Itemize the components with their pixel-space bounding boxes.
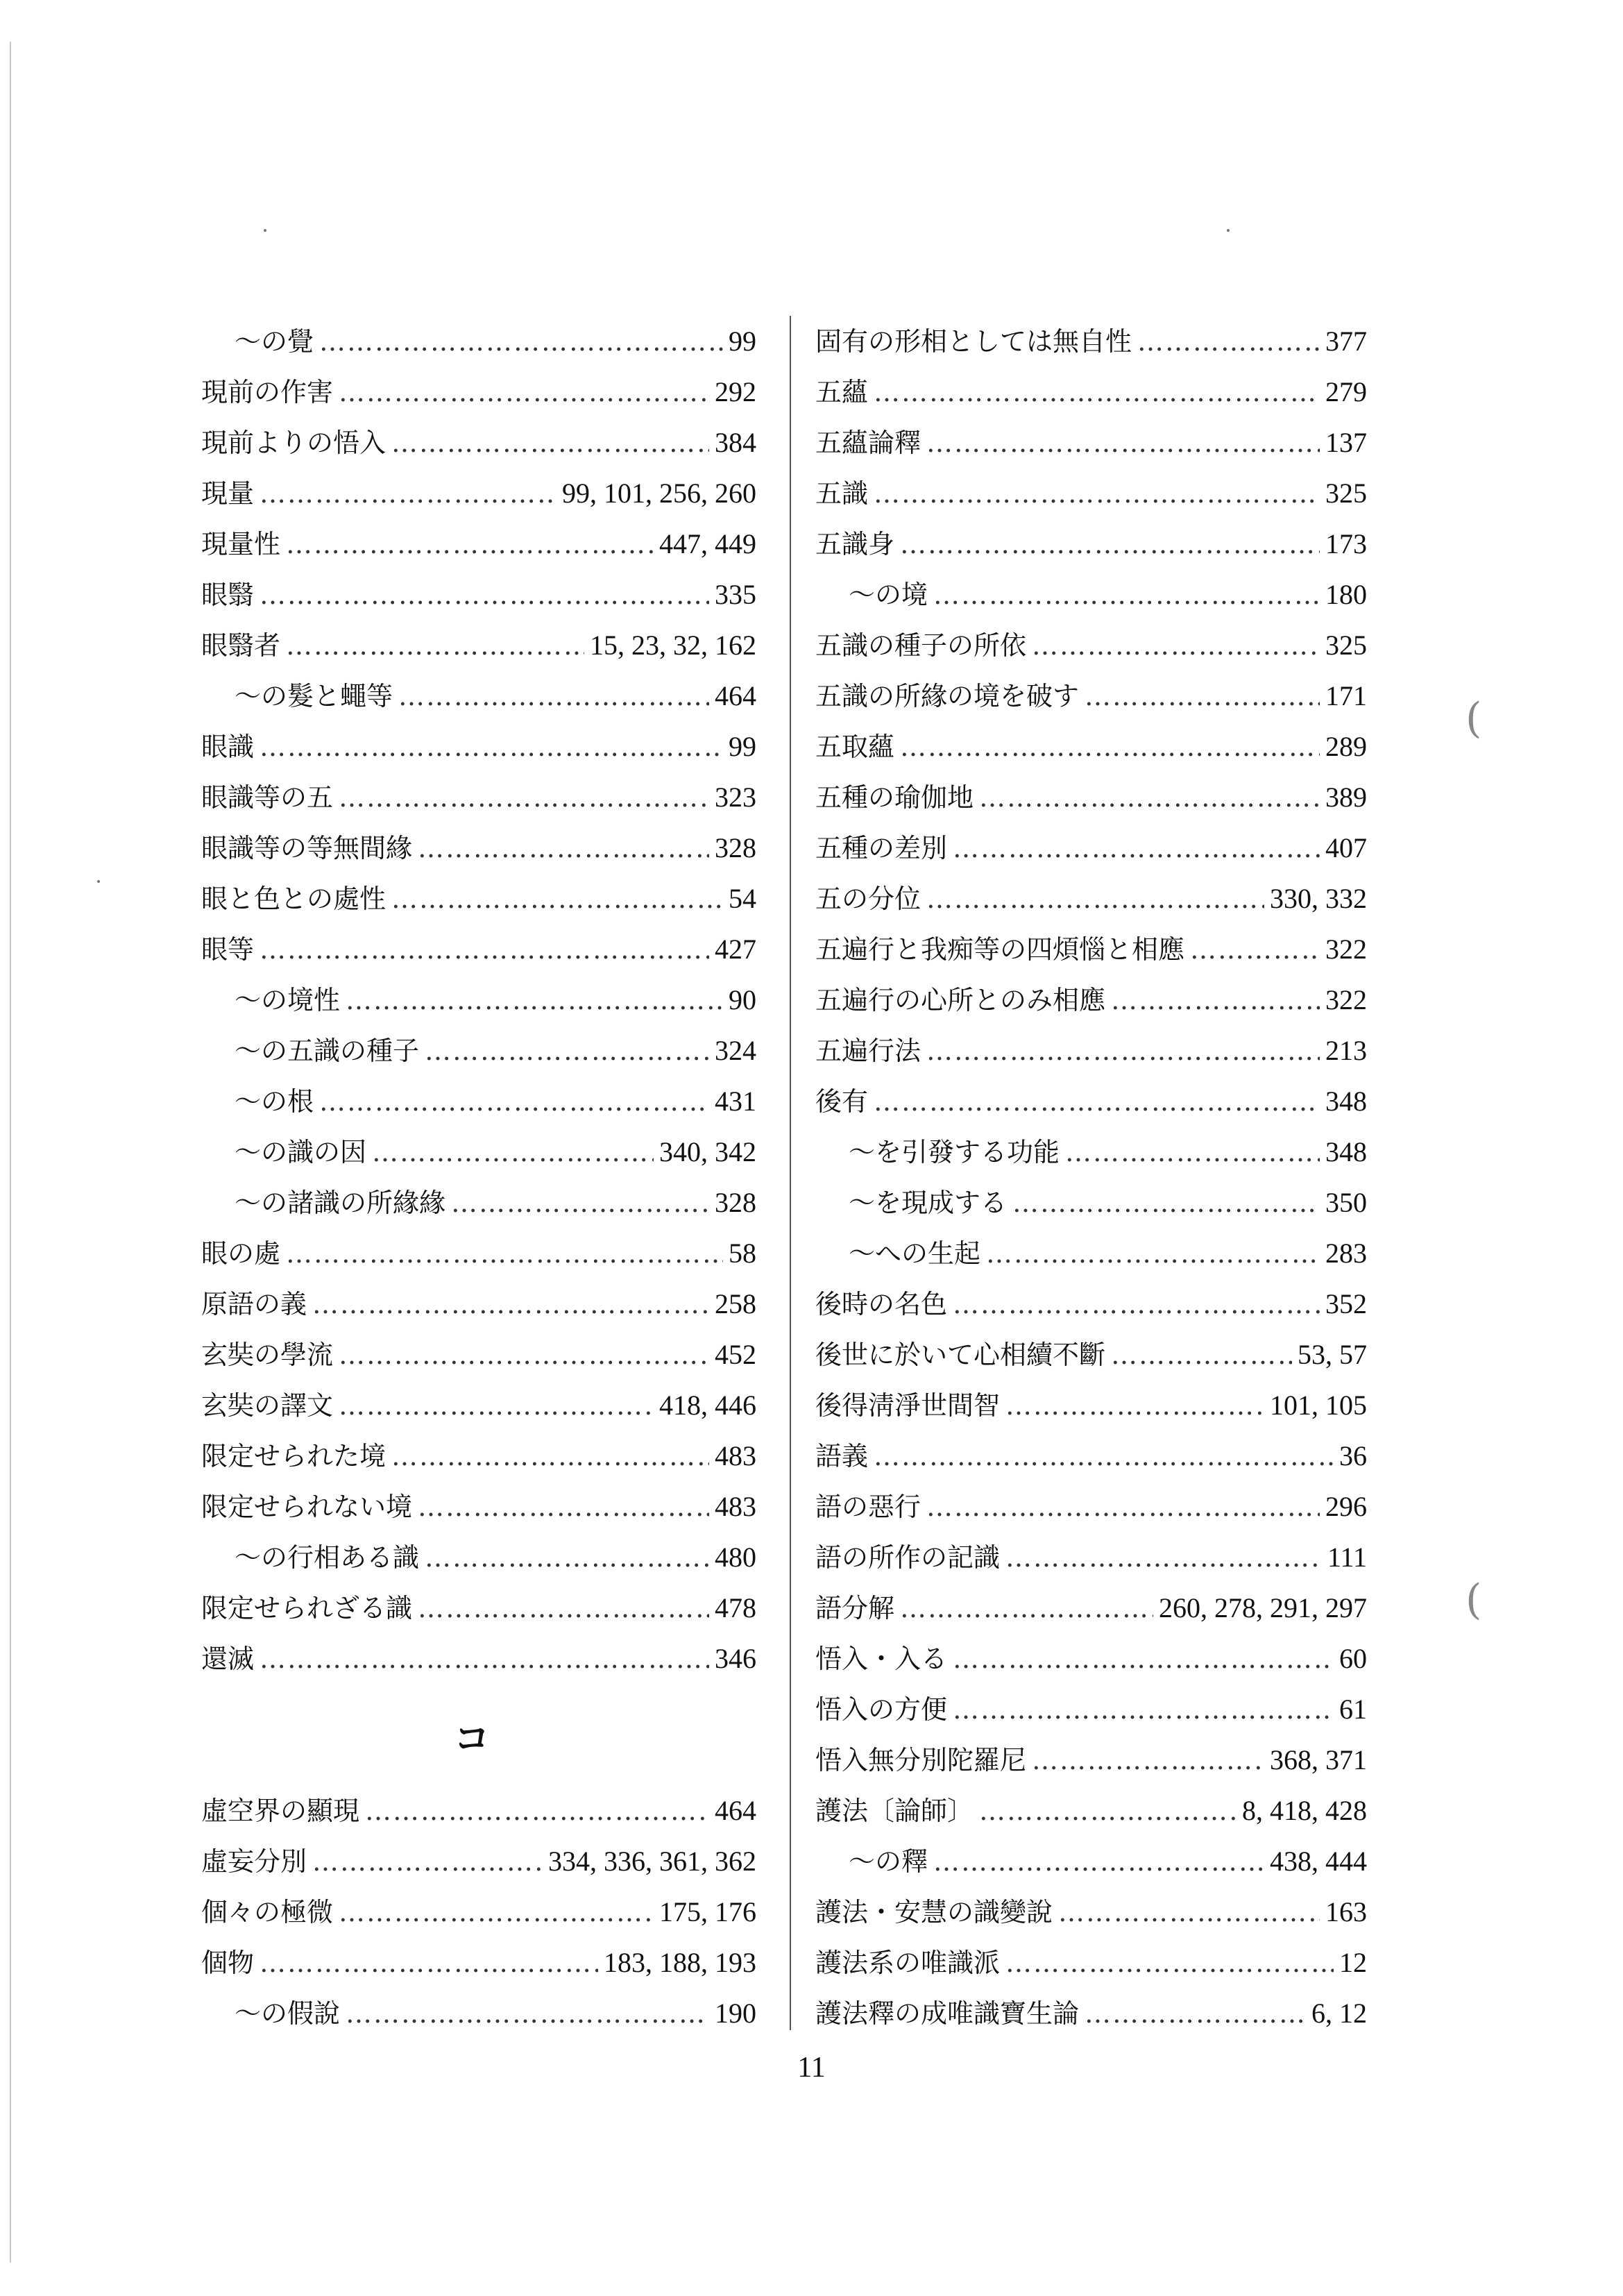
page-reference: 322 <box>1325 984 1367 1015</box>
page-reference: 12 <box>1339 1947 1367 1978</box>
page-reference: 348 <box>1325 1136 1367 1167</box>
index-column-left <box>201 316 756 2038</box>
leader-dots <box>1058 1887 1320 1938</box>
index-term: 五識の所緣の境を破す <box>815 681 1080 711</box>
index-term: 後世に於いて心相續不斷 <box>815 1340 1106 1370</box>
page-reference: 54 <box>729 883 756 914</box>
leader-dots <box>398 671 709 722</box>
index-term: 悟入無分別陀羅尼 <box>815 1745 1027 1775</box>
leader-dots <box>933 570 1320 621</box>
index-term: 玄奘の譯文 <box>201 1390 334 1421</box>
leader-dots <box>260 570 709 621</box>
margin-mark: ( <box>1465 694 1482 743</box>
index-entry <box>815 1025 1367 1076</box>
leader-dots <box>1032 621 1320 671</box>
index-entry <box>201 1278 756 1329</box>
leader-dots <box>451 1178 709 1229</box>
index-term: 限定せられない境 <box>201 1492 413 1522</box>
index-entry <box>815 1380 1367 1430</box>
index-term: 眼識 <box>201 732 255 762</box>
index-term: 眼等 <box>201 934 255 965</box>
index-entry <box>815 924 1367 974</box>
leader-dots <box>319 316 723 367</box>
page-reference: 325 <box>1325 478 1367 509</box>
index-term: 現前よりの悟入 <box>201 428 386 458</box>
leader-dots <box>391 1431 709 1482</box>
page-reference: 452 <box>715 1339 756 1370</box>
index-term: 〜の識の因 <box>235 1137 367 1167</box>
page-reference: 323 <box>715 782 756 813</box>
page-reference: 15, 23, 32, 162 <box>590 630 756 661</box>
leader-dots <box>986 1229 1320 1279</box>
index-entry <box>815 1430 1367 1481</box>
leader-dots <box>1085 1989 1306 2039</box>
index-entry <box>815 873 1367 924</box>
page-reference: 346 <box>715 1643 756 1674</box>
index-term: 〜の髮と蠅等 <box>235 681 393 711</box>
index-entry <box>815 1076 1367 1126</box>
page-reference: 350 <box>1325 1187 1367 1218</box>
index-entry <box>201 1836 756 1886</box>
index-term: 後得淸淨世間智 <box>815 1390 1001 1421</box>
index-term: 現前の作害 <box>201 377 334 407</box>
index-entry <box>815 721 1367 772</box>
index-term: 眼識等の等無間緣 <box>201 833 413 863</box>
leader-dots <box>953 1279 1320 1330</box>
page-reference: 438, 444 <box>1270 1846 1367 1877</box>
page-reference: 258 <box>715 1288 756 1319</box>
index-term: 〜の行相ある識 <box>235 1542 420 1573</box>
index-subentry <box>201 1025 756 1076</box>
index-subentry <box>815 1228 1367 1278</box>
leader-dots <box>874 469 1320 519</box>
leader-dots <box>900 1583 1153 1634</box>
index-entry <box>815 468 1367 518</box>
index-term: 五遍行と我痴等の四煩惱と相應 <box>815 934 1185 965</box>
index-term: 護法〔論師〕 <box>815 1796 974 1826</box>
leader-dots <box>425 1533 709 1583</box>
index-entry <box>815 1329 1367 1380</box>
index-term: 〜の覺 <box>235 326 314 357</box>
index-subentry <box>815 569 1367 620</box>
leader-dots <box>260 1634 709 1685</box>
index-entry <box>201 518 756 569</box>
index-subentry <box>815 1126 1367 1177</box>
index-subentry <box>201 1988 756 2038</box>
page-reference: 61 <box>1339 1694 1367 1725</box>
index-term: 現量 <box>201 478 255 509</box>
paper-speck <box>97 880 100 883</box>
leader-dots <box>1111 975 1320 1026</box>
index-entry <box>815 670 1367 721</box>
index-term: 〜の五識の種子 <box>235 1036 420 1066</box>
page-reference: 478 <box>715 1592 756 1623</box>
leader-dots <box>874 1431 1334 1482</box>
leader-dots <box>1085 671 1320 722</box>
index-entry <box>201 822 756 873</box>
index-entry <box>815 1633 1367 1684</box>
index-term: 五識身 <box>815 529 895 559</box>
index-term: 個物 <box>201 1948 255 1978</box>
index-entry <box>815 1937 1367 1988</box>
leader-dots <box>1065 1127 1320 1178</box>
page-reference: 180 <box>1325 579 1367 610</box>
index-term: 五取蘊 <box>815 732 895 762</box>
index-term: 眼翳 <box>201 580 255 610</box>
page-reference: 101, 105 <box>1270 1390 1367 1421</box>
leader-dots <box>286 621 584 671</box>
page-reference: 289 <box>1325 731 1367 762</box>
leader-dots <box>418 823 709 874</box>
index-term: 五種の差別 <box>815 833 948 863</box>
page-reference: 483 <box>715 1440 756 1471</box>
index-entry <box>815 1988 1367 2038</box>
index-term: 〜の境性 <box>235 985 341 1015</box>
index-term: 〜を引發する功能 <box>849 1137 1060 1167</box>
page-reference: 464 <box>715 1795 756 1826</box>
page-reference: 330, 332 <box>1270 883 1367 914</box>
paper-speck <box>1227 229 1230 232</box>
index-term: 五蘊 <box>815 377 869 407</box>
page-reference: 418, 446 <box>659 1390 756 1421</box>
index-entry <box>815 620 1367 670</box>
index-term: 虛空界の顯現 <box>201 1796 360 1826</box>
page-reference: 334, 336, 361, 362 <box>548 1846 756 1877</box>
index-term: 還滅 <box>201 1644 255 1674</box>
index-term: 玄奘の學流 <box>201 1340 334 1370</box>
page-reference: 325 <box>1325 630 1367 661</box>
index-entry <box>815 1582 1367 1633</box>
index-entry <box>201 873 756 924</box>
page-reference: 53, 57 <box>1298 1339 1367 1370</box>
index-entry <box>815 417 1367 468</box>
index-term: 悟入の方便 <box>815 1694 948 1725</box>
page-reference: 6, 12 <box>1311 1998 1367 2029</box>
index-entry <box>815 822 1367 873</box>
paper-speck <box>264 229 266 232</box>
index-term: 語義 <box>815 1441 869 1471</box>
index-term: 五の分位 <box>815 884 921 914</box>
index-subentry <box>815 1836 1367 1886</box>
page-reference: 328 <box>715 1187 756 1218</box>
index-term: 五蘊論釋 <box>815 428 921 458</box>
index-term: 語の所作の記識 <box>815 1542 1001 1573</box>
page-reference: 8, 418, 428 <box>1242 1795 1367 1826</box>
index-entry <box>815 1886 1367 1937</box>
leader-dots <box>900 722 1320 773</box>
page-reference: 368, 371 <box>1270 1744 1367 1775</box>
leader-dots <box>926 874 1264 925</box>
leader-dots <box>1137 316 1320 367</box>
page-reference: 183, 188, 193 <box>604 1947 756 1978</box>
index-subentry <box>201 1532 756 1582</box>
leader-dots <box>926 1482 1320 1533</box>
index-entry <box>201 1380 756 1430</box>
index-term: 護法系の唯識派 <box>815 1948 1001 1978</box>
page-reference: 60 <box>1339 1643 1367 1674</box>
page-reference: 384 <box>715 427 756 458</box>
leader-dots <box>260 1938 598 1989</box>
index-term: 〜への生起 <box>849 1238 981 1269</box>
index-entry <box>815 1785 1367 1836</box>
page-reference: 377 <box>1325 326 1367 357</box>
index-term: 眼と色との處性 <box>201 884 386 914</box>
page-reference: 340, 342 <box>659 1136 756 1167</box>
leader-dots <box>979 1786 1237 1837</box>
leader-dots <box>953 823 1320 874</box>
index-entry <box>815 772 1367 822</box>
leader-dots <box>900 519 1320 570</box>
index-term: 〜の釋 <box>849 1846 928 1877</box>
index-column-right <box>815 316 1367 2038</box>
index-term: 五識 <box>815 478 869 509</box>
index-term: 〜の根 <box>235 1086 314 1117</box>
index-entry <box>201 1937 756 1988</box>
page-reference: 407 <box>1325 832 1367 863</box>
index-entry <box>815 1532 1367 1582</box>
leader-dots <box>418 1482 709 1533</box>
leader-dots <box>286 1229 723 1279</box>
leader-dots <box>339 1887 654 1938</box>
index-term: 護法・安慧の識變說 <box>815 1897 1053 1927</box>
page-reference: 296 <box>1325 1491 1367 1522</box>
page-reference: 99 <box>729 731 756 762</box>
leader-dots <box>339 773 709 823</box>
leader-dots <box>1012 1178 1320 1229</box>
leader-dots <box>953 1634 1334 1685</box>
leader-dots <box>1190 925 1320 975</box>
index-entry <box>815 316 1367 366</box>
index-subentry <box>201 974 756 1025</box>
index-entry <box>201 924 756 974</box>
index-entry <box>815 1684 1367 1734</box>
index-entry <box>201 1785 756 1836</box>
leader-dots <box>926 1026 1320 1077</box>
page-reference: 292 <box>715 376 756 407</box>
page-reference: 322 <box>1325 934 1367 965</box>
leader-dots <box>391 874 723 925</box>
page-reference: 389 <box>1325 782 1367 813</box>
leader-dots <box>365 1786 709 1837</box>
page-edge-line <box>10 42 11 2263</box>
leader-dots <box>286 519 654 570</box>
leader-dots <box>260 469 556 519</box>
index-entry <box>201 772 756 822</box>
index-entry <box>201 468 756 518</box>
leader-dots <box>926 418 1320 469</box>
index-term: 五識の種子の所依 <box>815 630 1027 661</box>
index-term: 〜の境 <box>849 580 928 610</box>
leader-dots <box>346 975 723 1026</box>
column-divider <box>790 316 791 2030</box>
leader-dots <box>346 1989 709 2039</box>
page-reference: 328 <box>715 832 756 863</box>
index-term: 〜の諸識の所緣緣 <box>235 1188 446 1218</box>
index-term: 五種の瑜伽地 <box>815 782 974 813</box>
leader-dots <box>339 1381 654 1431</box>
index-entry <box>201 620 756 670</box>
page-reference: 190 <box>715 1998 756 2029</box>
margin-mark: ( <box>1465 1576 1482 1624</box>
page-reference: 36 <box>1339 1440 1367 1471</box>
index-term: 五遍行の心所とのみ相應 <box>815 985 1106 1015</box>
leader-dots <box>312 1279 709 1330</box>
leader-dots <box>391 418 709 469</box>
index-term: 眼の處 <box>201 1238 281 1269</box>
index-entry <box>201 721 756 772</box>
page-reference: 163 <box>1325 1896 1367 1927</box>
index-entry <box>201 1633 756 1684</box>
index-entry <box>201 417 756 468</box>
leader-dots <box>339 367 709 418</box>
leader-dots <box>1005 1938 1334 1989</box>
leader-dots <box>319 1077 709 1127</box>
index-term: 現量性 <box>201 529 281 559</box>
index-term: 護法釋の成唯識寶生論 <box>815 1998 1080 2029</box>
leader-dots <box>874 367 1320 418</box>
index-term: 個々の極微 <box>201 1897 334 1927</box>
page-reference: 213 <box>1325 1035 1367 1066</box>
index-entry <box>815 1278 1367 1329</box>
page-reference: 483 <box>715 1491 756 1522</box>
index-subentry <box>815 1177 1367 1228</box>
index-entry <box>815 1734 1367 1785</box>
leader-dots <box>933 1837 1264 1887</box>
page-reference: 335 <box>715 579 756 610</box>
page-reference: 348 <box>1325 1086 1367 1117</box>
page-reference: 90 <box>729 984 756 1015</box>
page-reference: 173 <box>1325 528 1367 559</box>
index-subentry <box>201 1177 756 1228</box>
page-reference: 175, 176 <box>659 1896 756 1927</box>
page-reference: 111 <box>1327 1542 1367 1573</box>
leader-dots <box>1032 1735 1264 1786</box>
leader-dots <box>260 925 709 975</box>
page-reference: 324 <box>715 1035 756 1066</box>
leader-dots <box>874 1077 1320 1127</box>
index-term: 〜の假說 <box>235 1998 341 2029</box>
index-entry <box>815 974 1367 1025</box>
section-heading: コ <box>453 1718 490 1760</box>
index-subentry <box>201 316 756 366</box>
index-term: 虛妄分別 <box>201 1846 307 1877</box>
index-subentry <box>201 1126 756 1177</box>
index-term: 後有 <box>815 1086 869 1117</box>
index-subentry <box>201 670 756 721</box>
leader-dots <box>1111 1330 1292 1381</box>
index-term: 〜を現成する <box>849 1188 1008 1218</box>
page-reference: 260, 278, 291, 297 <box>1159 1592 1367 1623</box>
page-reference: 99, 101, 256, 260 <box>562 478 756 509</box>
index-term: 限定せられた境 <box>201 1441 386 1471</box>
leader-dots <box>425 1026 709 1077</box>
leader-dots <box>339 1330 709 1381</box>
index-entry <box>201 1329 756 1380</box>
index-entry <box>815 518 1367 569</box>
index-term: 語の惡行 <box>815 1492 921 1522</box>
index-entry <box>201 1430 756 1481</box>
page-reference: 480 <box>715 1542 756 1573</box>
index-term: 固有の形相としては無自性 <box>815 326 1132 357</box>
leader-dots <box>260 722 723 773</box>
index-term: 後時の名色 <box>815 1289 948 1319</box>
index-entry <box>201 1481 756 1532</box>
leader-dots <box>312 1837 543 1887</box>
index-term: 眼識等の五 <box>201 782 334 813</box>
page-reference: 279 <box>1325 376 1367 407</box>
leader-dots <box>372 1127 654 1178</box>
index-term: 限定せられざる識 <box>201 1593 413 1623</box>
leader-dots <box>953 1685 1334 1735</box>
leader-dots <box>1005 1533 1322 1583</box>
page-reference: 352 <box>1325 1288 1367 1319</box>
page-reference: 431 <box>715 1086 756 1117</box>
index-term: 眼翳者 <box>201 630 281 661</box>
index-term: 五遍行法 <box>815 1036 921 1066</box>
page-reference: 427 <box>715 934 756 965</box>
index-entry <box>201 1228 756 1278</box>
index-entry <box>815 366 1367 417</box>
page-reference: 137 <box>1325 427 1367 458</box>
leader-dots <box>979 773 1320 823</box>
index-term: 原語の義 <box>201 1289 307 1319</box>
page-reference: 464 <box>715 680 756 711</box>
index-entry <box>815 1481 1367 1532</box>
page-reference: 58 <box>729 1238 756 1269</box>
leader-dots <box>418 1583 709 1634</box>
page-reference: 171 <box>1325 680 1367 711</box>
index-entry <box>201 1886 756 1937</box>
page-reference: 283 <box>1325 1238 1367 1269</box>
index-subentry <box>201 1076 756 1126</box>
leader-dots <box>1005 1381 1264 1431</box>
index-term: 悟入・入る <box>815 1644 948 1674</box>
index-entry <box>201 569 756 620</box>
page-reference: 447, 449 <box>659 528 756 559</box>
page-number: 11 <box>797 2052 826 2084</box>
index-entry <box>201 366 756 417</box>
index-term: 語分解 <box>815 1593 895 1623</box>
page-reference: 99 <box>729 326 756 357</box>
index-entry <box>201 1582 756 1633</box>
